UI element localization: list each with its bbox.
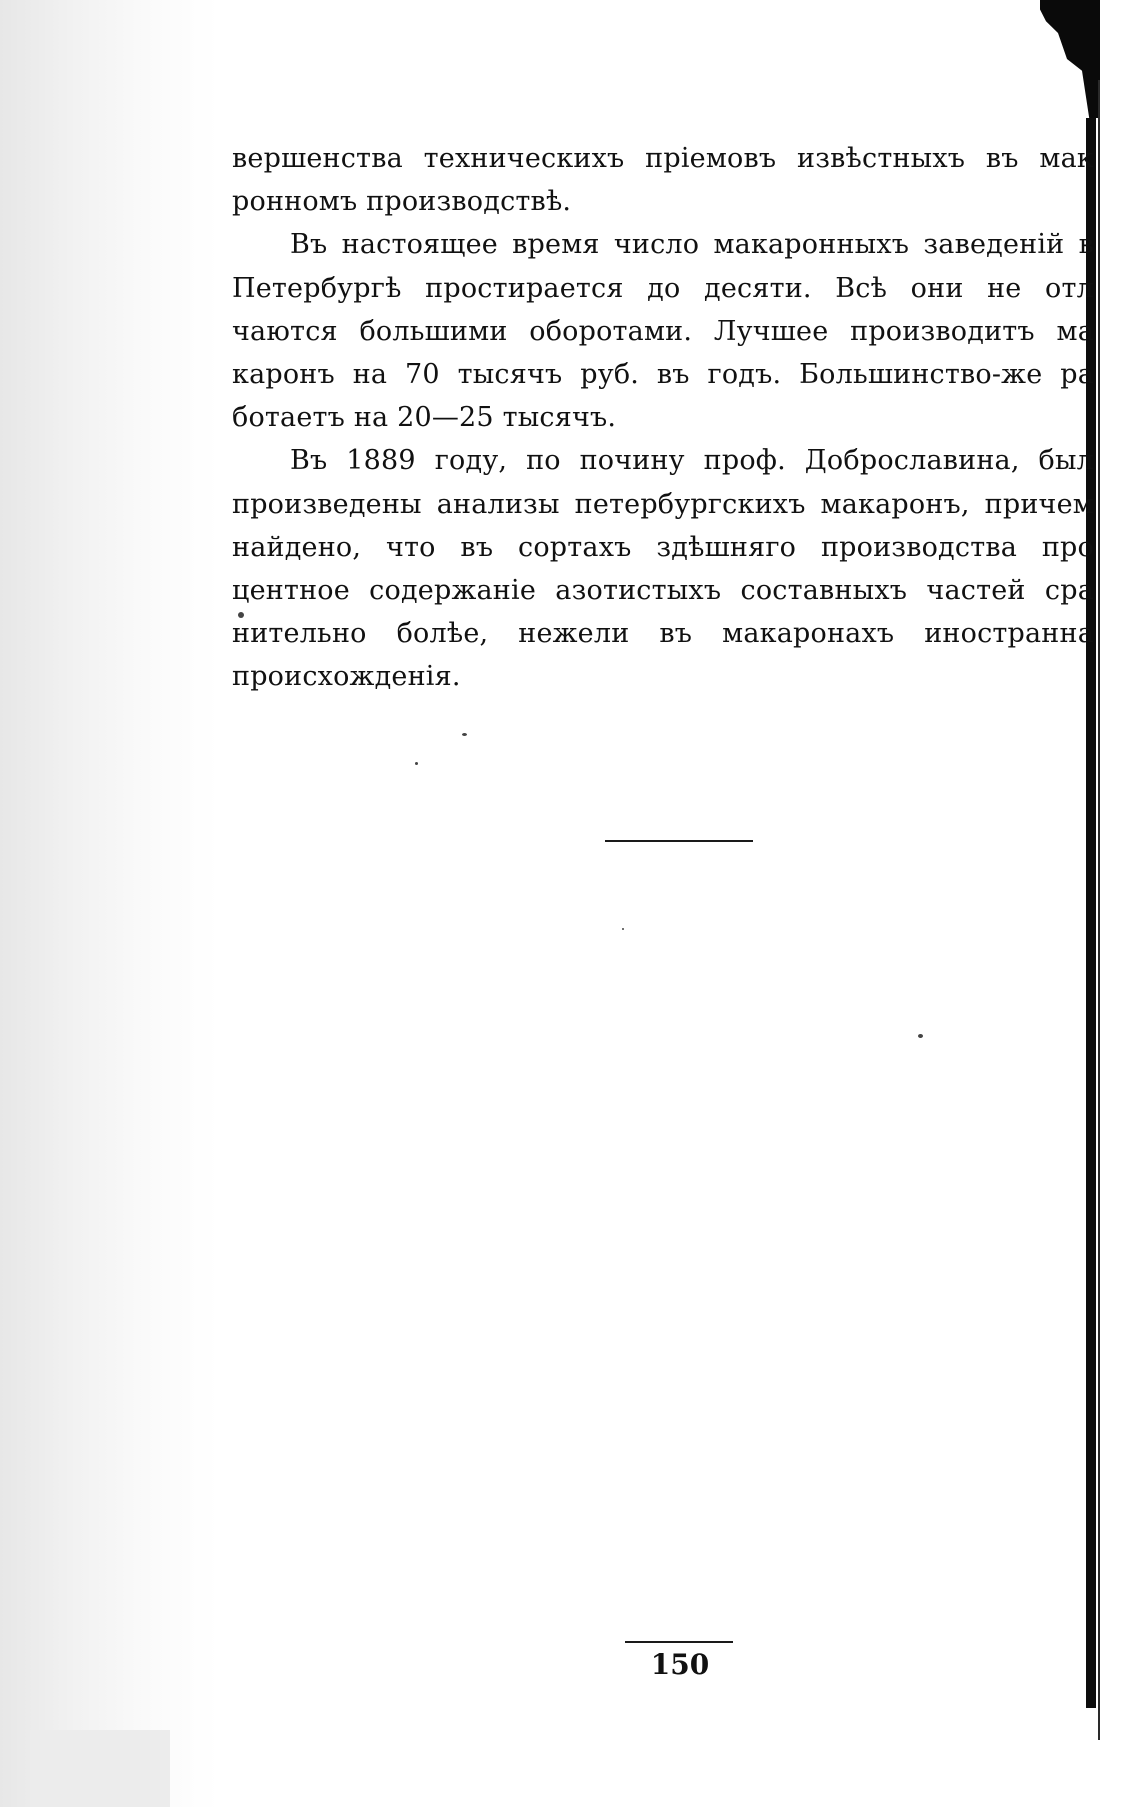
page-gutter-shadow [0, 0, 220, 1807]
section-divider [605, 840, 753, 842]
page-number-rule [625, 1641, 733, 1643]
scan-speck [622, 928, 624, 930]
text-line: произведены анализы петербургскихъ макаронъ, причем [232, 488, 1094, 520]
scan-edge-top [1040, 0, 1100, 118]
text-line: центное содержаніе азотистыхъ составныхъ частей сра [232, 575, 1094, 607]
text-line: ронномъ производствѣ. [232, 186, 572, 218]
text-line: Въ 1889 году, по почину проф. Доброславина, был [290, 445, 1094, 477]
scan-speck [462, 733, 467, 736]
text-line: каронъ на 70 тысячъ руб. въ годъ. Большинство-же ра [232, 359, 1094, 391]
text-line: Въ настоящее время число макаронныхъ заведеній в [290, 229, 1094, 261]
scan-speck [415, 762, 418, 765]
page-corner-shadow [30, 1730, 170, 1807]
page-number: 150 [650, 1648, 710, 1681]
body-text [232, 137, 1094, 699]
text-line: вершенства техническихъ пріемовъ извѣстныхъ въ мак [232, 143, 1094, 174]
text-line: ботаетъ на 20—25 тысячъ. [232, 402, 617, 434]
text-line: нительно болѣе, нежели въ макаронахъ иностранна [232, 618, 1094, 650]
text-line: чаются большими оборотами. Лучшее производитъ ма [232, 315, 1094, 347]
text-line: найдено, что въ сортахъ здѣшняго производства про [232, 531, 1094, 563]
text-line: Петербургѣ простирается до десяти. Всѣ они не отл [232, 272, 1094, 304]
scan-speck [918, 1034, 923, 1038]
scan-edge-line [1098, 80, 1100, 1740]
scan-speck [238, 612, 244, 618]
text-line: происхожденія. [232, 661, 461, 693]
